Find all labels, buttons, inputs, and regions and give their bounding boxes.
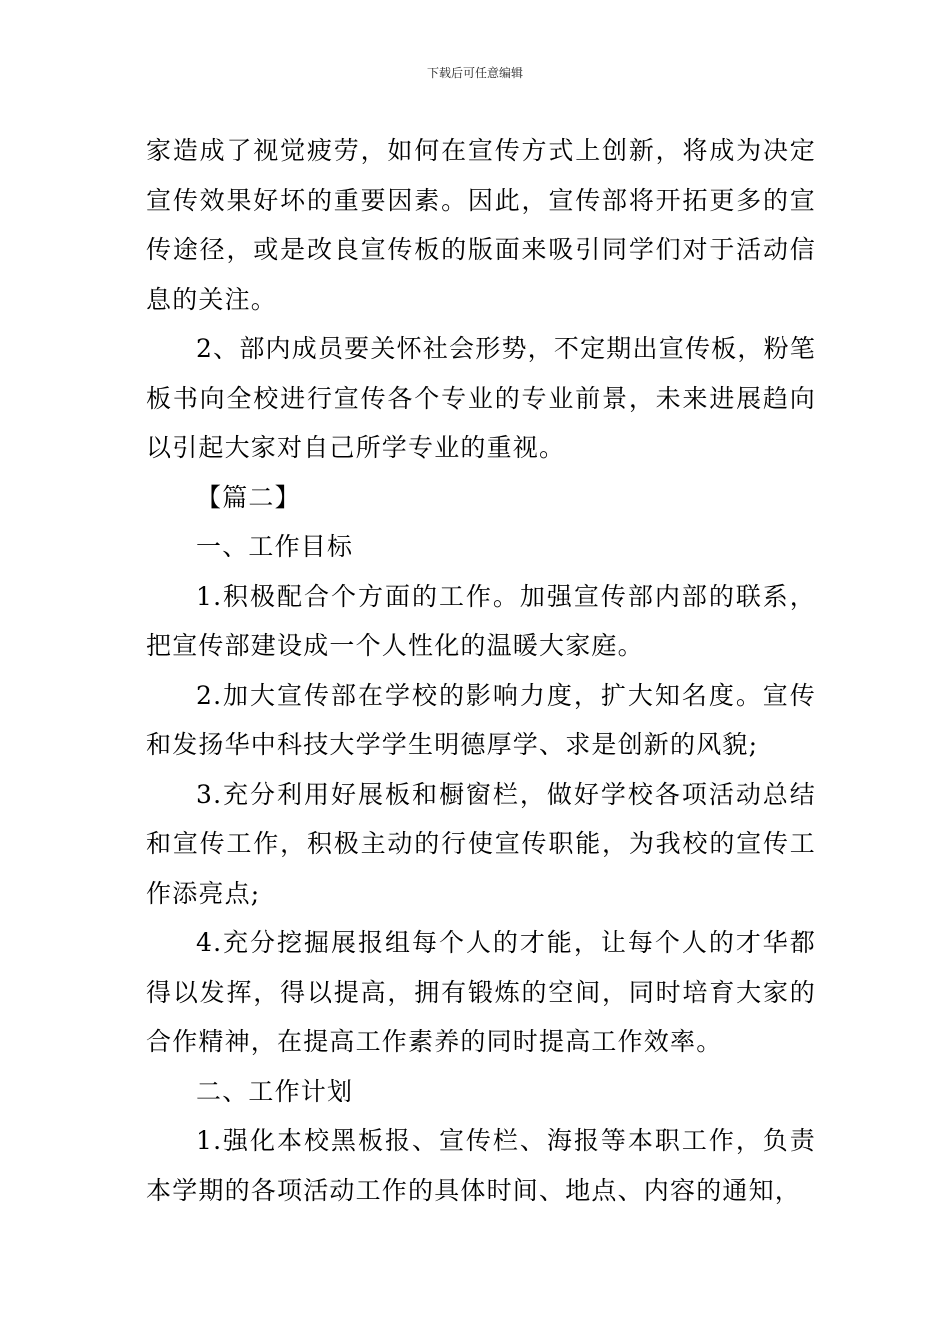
heading-work-goals: 一、工作目标 [196, 532, 354, 561]
paragraph-item-2: 2、部内成员要关怀社会形势，不定期出宣传板，粉笔板书向全校进行宣传各个专业的专业前景，未来进展趋向以引起大家对自己所学专业的重视。 [146, 334, 816, 462]
goal-item-2: 2.加大宣传部在学校的影响力度，扩大知名度。宣传和发扬华中科技大学学生明德厚学、求是创新的风貌; [146, 680, 816, 759]
goal-item-3: 3.充分利用好展板和橱窗栏，做好学校各项活动总结和宣传工作，积极主动的行使宣传职能，为我校的宣传工作添亮点; [146, 779, 816, 908]
page-header-note: 下载后可任意编辑 [426, 66, 523, 80]
plan-item-1: 1.强化本校黑板报、宣传栏、海报等本职工作，负责本学期的各项活动工作的具体时间、地点、内容的通知， [146, 1126, 816, 1205]
goal-item-4: 4.充分挖掘展报组每个人的才能，让每个人的才华都得以发挥，得以提高，拥有锻炼的空间，同时培育大家的合作精神，在提高工作素养的同时提高工作效率。 [146, 928, 816, 1056]
goal-item-1: 1.积极配合个方面的工作。加强宣传部内部的联系，把宣传部建设成一个人性化的温暖大家庭。 [146, 581, 816, 660]
section-heading-part-two: 【篇二】 [196, 482, 301, 512]
document-body [146, 126, 816, 1215]
heading-work-plan: 二、工作计划 [196, 1076, 354, 1106]
paragraph-continuation: 家造成了视觉疲劳，如何在宣传方式上创新，将成为决定宣传效果好坏的重要因素。因此，宣传部将开拓更多的宣传途径，或是改良宣传板的版面来吸引同学们对于活动信息的关注。 [146, 136, 816, 314]
